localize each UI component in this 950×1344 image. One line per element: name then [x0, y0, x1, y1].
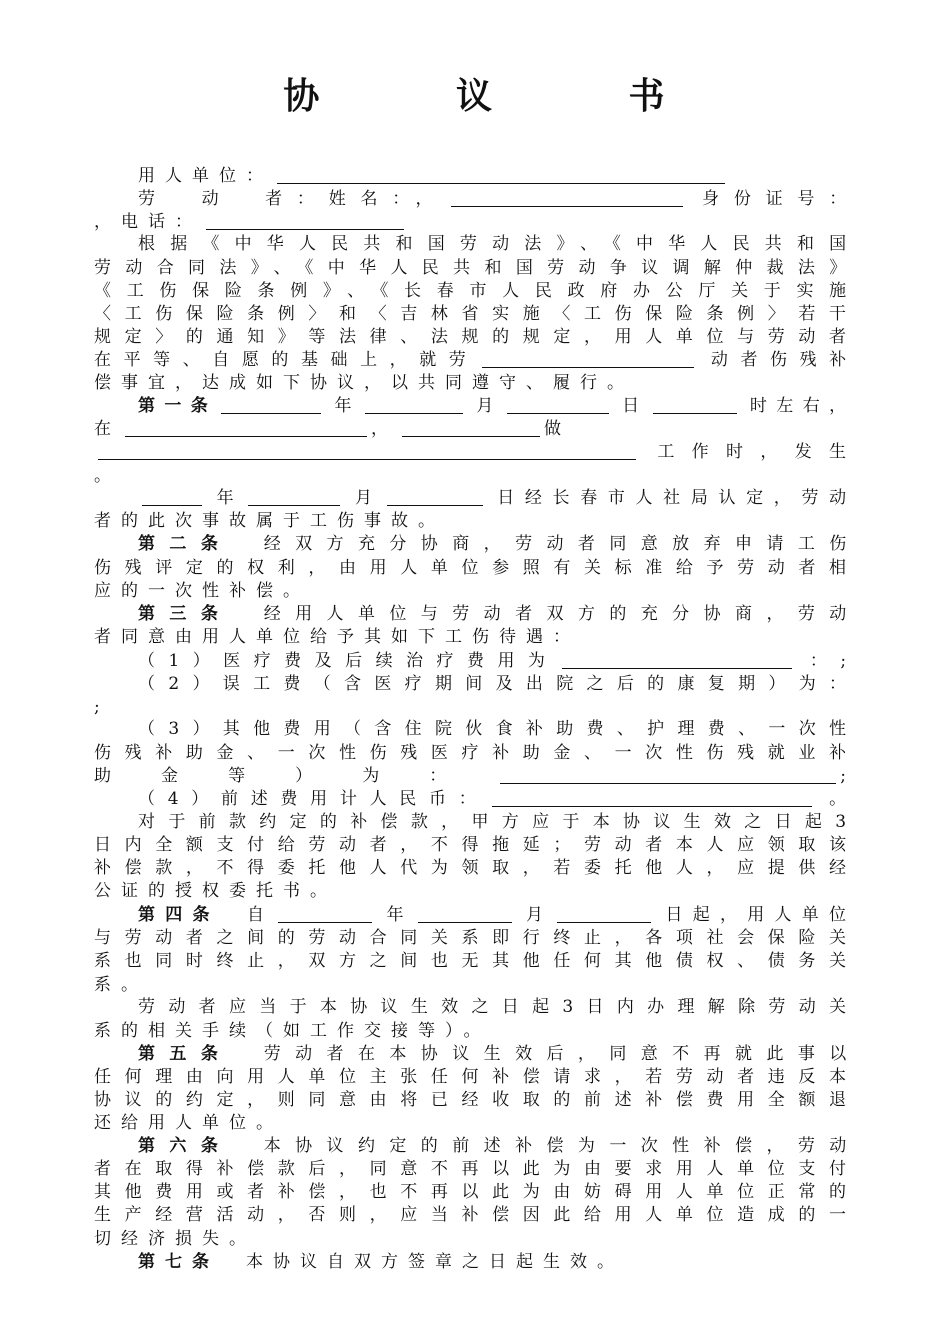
- fill-in-blank[interactable]: [507, 396, 609, 414]
- agreement-line: 在 ， 做: [94, 419, 571, 439]
- fill-in-blank[interactable]: [221, 396, 321, 414]
- fill-in-blank[interactable]: [451, 189, 683, 207]
- agreement-line: 生产经营活动，否则，应当补偿因此给用人单位造成的一: [94, 1205, 846, 1225]
- agreement-line: 第一条 年 月 日 时左右，: [138, 396, 847, 416]
- agreement-line: 补偿款，不得委托他人代为领取，若委托他人，应提供经: [94, 858, 846, 878]
- agreement-line: 用人单位：: [138, 165, 846, 188]
- agreement-line: 根据《中华人民共和国劳动法》、《中华人民共和国: [138, 234, 847, 254]
- agreement-line: 第三条 经用人单位与劳动者双方的充分协商，劳动: [138, 604, 847, 624]
- agreement-line: （2）误工费（含医疗期间及出院之后的康复期）为：: [138, 674, 847, 694]
- fill-in-blank[interactable]: [402, 419, 540, 437]
- fill-in-blank[interactable]: [365, 396, 463, 414]
- agreement-line: 。: [94, 466, 121, 486]
- agreement-line: 工作时，发生: [94, 441, 846, 464]
- agreement-line: （4）前述费用计人民币： 。: [138, 789, 847, 809]
- agreement-line: 者在取得补偿款后，同意不再以此为由要求用人单位支付: [94, 1159, 846, 1179]
- agreement-line: 第二条 经双方充分协商，劳动者同意放弃申请工伤: [138, 534, 847, 554]
- agreement-line: 劳 动 者：姓名：， 身份证号：: [138, 189, 847, 209]
- agreement-line: 第四条 自 年 月 日起，用人单位: [138, 905, 846, 925]
- agreement-line: 〈工伤保险条例〉和〈吉林省实施〈工伤保险条例〉若干: [94, 304, 846, 324]
- fill-in-blank[interactable]: [142, 488, 202, 506]
- agreement-line: 伤残补助金、一次性伤残医疗补助金、一次性伤残就业补: [94, 743, 846, 763]
- fill-in-blank[interactable]: [98, 442, 636, 460]
- agreement-line: 助金等）为： ;: [94, 766, 847, 786]
- agreement-line: 规定〉的通知》等法律、法规的规定，用人单位与劳动者: [94, 327, 846, 347]
- agreement-line: 第六条 本协议约定的前述补偿为一次性补偿，劳动: [138, 1136, 847, 1156]
- agreement-line: 对于前款约定的补偿款，甲方应于本协议生效之日起3: [138, 812, 847, 832]
- fill-in-blank[interactable]: [492, 789, 812, 807]
- agreement-line: 劳动合同法》、《中华人民共和国劳动争议调解仲裁法》: [94, 258, 847, 278]
- agreement-line: 者同意由用人单位给予其如下工伤待遇：: [94, 627, 580, 647]
- fill-in-blank[interactable]: [418, 905, 512, 923]
- fill-in-blank[interactable]: [277, 166, 725, 184]
- fill-in-blank[interactable]: [387, 488, 483, 506]
- fill-in-blank[interactable]: [557, 905, 651, 923]
- agreement-line: 系。: [94, 975, 148, 995]
- agreement-line: 还给用人单位。: [94, 1113, 283, 1133]
- agreement-line: 应的一次性补偿。: [94, 581, 310, 601]
- fill-in-blank[interactable]: [206, 212, 404, 230]
- fill-in-blank[interactable]: [500, 766, 836, 784]
- agreement-line: （1）医疗费及后续治疗费用为 ：;: [138, 651, 847, 671]
- fill-in-blank[interactable]: [562, 651, 792, 669]
- document-title: [0, 68, 950, 119]
- fill-in-blank[interactable]: [125, 419, 367, 437]
- fill-in-blank[interactable]: [653, 396, 737, 414]
- title-char: 议: [455, 75, 494, 117]
- agreement-line: 公证的授权委托书。: [94, 881, 337, 901]
- agreement-line: 系的相关手续（如工作交接等）。: [94, 1021, 491, 1041]
- agreement-line: 偿事宜，达成如下协议，以共同遵守、履行。: [94, 373, 634, 393]
- agreement-line: 与劳动者之间的劳动合同关系即行终止，各项社会保险关: [94, 928, 846, 948]
- agreement-line: 日内全额支付给劳动者，不得拖延；劳动者本人应领取该: [94, 835, 846, 855]
- fill-in-blank[interactable]: [278, 905, 372, 923]
- agreement-line: （3）其他费用（含住院伙食补助费、护理费、一次性: [138, 719, 847, 739]
- agreement-line: 任何理由向用人单位主张任何补偿请求，若劳动者违反本: [94, 1067, 846, 1087]
- agreement-line: ;: [94, 697, 110, 717]
- agreement-line: 第七条 本协议自双方签章之日起生效。: [138, 1252, 624, 1272]
- title-char: 协: [283, 75, 322, 117]
- agreement-line: 切经济损失。: [94, 1229, 256, 1249]
- agreement-line: 《工伤保险条例》、《长春市人民政府办公厅关于实施: [94, 281, 847, 301]
- fill-in-blank[interactable]: [482, 350, 694, 368]
- agreement-line: ，电话：: [94, 211, 846, 234]
- title-char: 书: [628, 75, 667, 117]
- agreement-line: 伤残评定的权利，由用人单位参照有关标准给予劳动者相: [94, 558, 846, 578]
- agreement-line: 年 月 日经长春市人社局认定，劳动: [138, 487, 846, 510]
- agreement-line: 在平等、自愿的基础上，就劳 动者伤残补: [94, 350, 847, 370]
- agreement-line: 劳动者应当于本协议生效之日起3日内办理解除劳动关: [138, 997, 847, 1017]
- agreement-line: 协议的约定，则同意由将已经收取的前述补偿费用全额退: [94, 1090, 846, 1110]
- fill-in-blank[interactable]: [248, 488, 340, 506]
- agreement-line: 其他费用或者补偿，也不再以此为由妨碍用人单位正常的: [94, 1182, 846, 1202]
- agreement-line: 系也同时终止，双方之间也无其他任何其他债权、债务关: [94, 951, 846, 971]
- agreement-line: 第五条 劳动者在本协议生效后，同意不再就此事以: [138, 1044, 847, 1064]
- agreement-line: 者的此次事故属于工伤事故。: [94, 511, 445, 531]
